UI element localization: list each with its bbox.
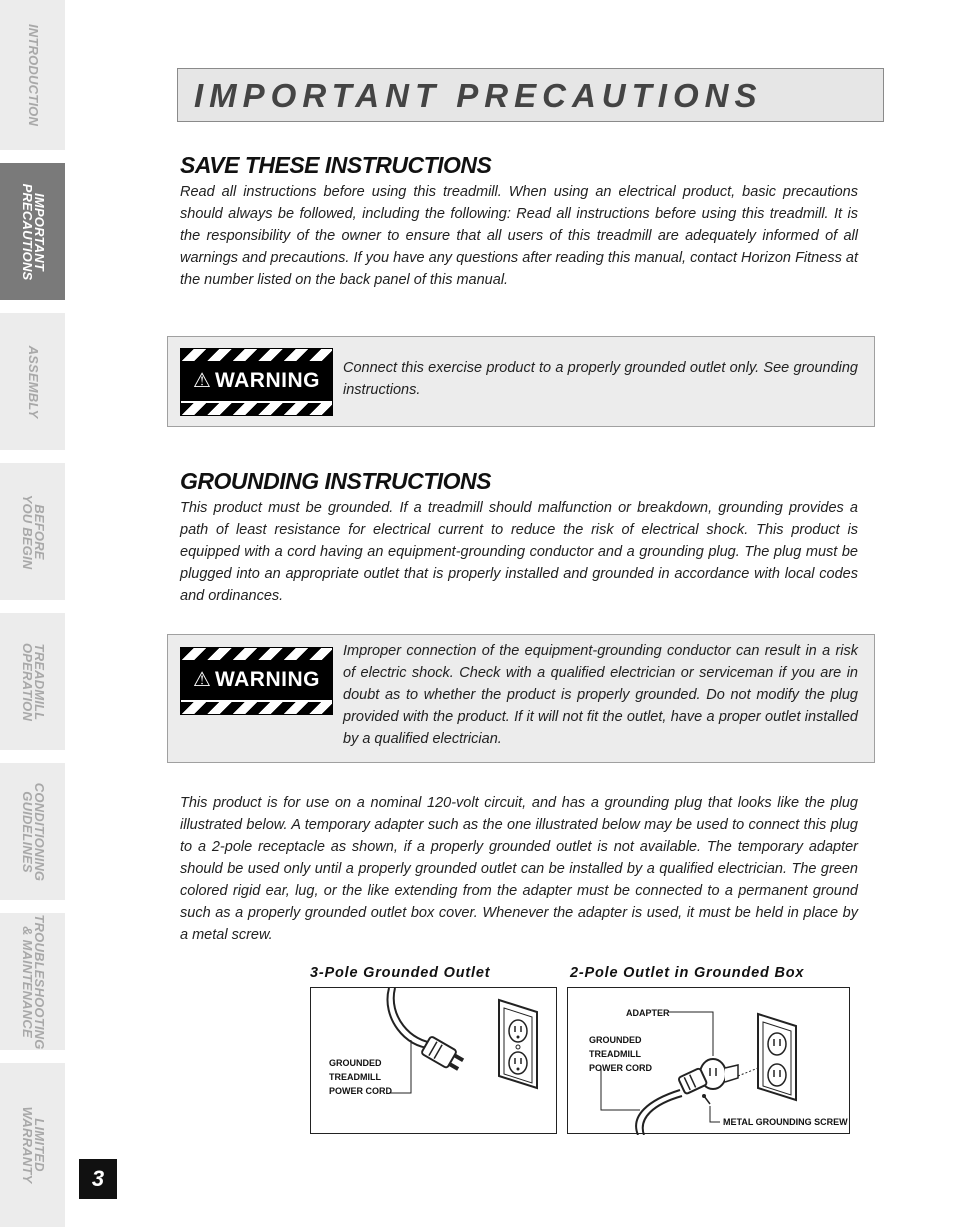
- screw-label: METAL GROUNDING SCREW: [723, 1117, 848, 1127]
- warning-text: Improper connection of the equipment-grounding conductor can result in a risk of electric shock. Check with a qualified electrician or serviceman if you are in doubt as to whether the product is properly grounded. Do not modify the plug provided with the product. If it will not fit the outlet, have a proper outlet installed by a qualified electrician.: [343, 643, 858, 747]
- save-instructions-body: Read all instructions before using this treadmill. When using an electrical product, basic precautions should always be followed, including the following: Read all instructions before using this treadmill. It is the responsibility of the owner to ensure that all users of this treadmill are adequately informed of all warnings and precautions. If you have any questions after reading this manual, contact Horizon Fitness at the number listed on the back panel of this manual.: [180, 184, 858, 288]
- sidebar-tab-before-you-begin[interactable]: [0, 463, 65, 600]
- sidebar-tab-label: BEFORE YOU BEGIN: [19, 494, 47, 569]
- sidebar-tab-label: TREADMILL OPERATION: [19, 642, 47, 721]
- figure-caption-2-pole: 2-Pole Outlet in Grounded Box: [570, 965, 805, 981]
- warning-triangle-icon: ⚠: [193, 669, 211, 691]
- sidebar-tab-introduction[interactable]: [0, 0, 65, 150]
- circuit-body: This product is for use on a nominal 120-volt circuit, and has a grounding plug that looks like the plug illustrated below. A temporary adapter such as the one illustrated below may be used to connect this plug to a 2-pole receptacle as shown, if a properly grounded outlet is not available. The temporary adapter should be used only until a properly grounded outlet can be installed by a qualified electrician. The green colored rigid ear, lug, or the like extending from the adapter must be connected to a permanent ground such as a properly grounded outlet box cover. Whenever the adapter is used, it must be held in place by a metal screw.: [180, 795, 858, 943]
- page-title: IMPORTANT PRECAUTIONS: [194, 77, 763, 114]
- figure-caption-3-pole: 3-Pole Grounded Outlet: [310, 965, 491, 981]
- save-instructions-heading: SAVE THESE INSTRUCTIONS: [180, 152, 492, 178]
- sidebar-tab-troubleshooting[interactable]: [0, 913, 65, 1050]
- warning-sign: [180, 348, 333, 416]
- cord-label-line: GROUNDED: [589, 1035, 642, 1045]
- sidebar-tab-assembly[interactable]: [0, 313, 65, 450]
- warning-sign-label: WARNING: [214, 668, 320, 691]
- warning-box-grounded-outlet: [167, 336, 875, 427]
- sidebar-tab-label: INTRODUCTION: [25, 23, 41, 127]
- grounding-instructions-heading: GROUNDING INSTRUCTIONS: [180, 468, 491, 494]
- page-title-box: [177, 68, 884, 122]
- warning-sign: [180, 647, 333, 715]
- cord-label-line: POWER CORD: [329, 1086, 392, 1096]
- cord-label-line: POWER CORD: [589, 1063, 652, 1073]
- three-pole-outlet-illustration: [311, 988, 558, 1135]
- sidebar-tab-label: LIMITED WARRANTY: [19, 1106, 47, 1184]
- sidebar-tab-conditioning-guidelines[interactable]: [0, 763, 65, 900]
- sidebar-tab-treadmill-operation[interactable]: [0, 613, 65, 750]
- figure-3-pole-outlet: [310, 987, 557, 1134]
- sidebar-tab-label: ASSEMBLY: [25, 345, 41, 418]
- cord-label-line: TREADMILL: [329, 1072, 381, 1082]
- sidebar-tab-important-precautions[interactable]: [0, 163, 65, 300]
- page-number: 3: [79, 1159, 117, 1199]
- grounding-instructions-body: This product must be grounded. If a treadmill should malfunction or breakdown, grounding provides a path of least resistance for electrical current to reduce the risk of electrical shock. This product is equipped with a cord having an equipment-grounding conductor and a grounding plug. The plug must be plugged into an appropriate outlet that is properly installed and grounded in accordance with local codes and ordinances.: [180, 500, 858, 604]
- cord-label-line: GROUNDED: [329, 1058, 382, 1068]
- adapter-label: ADAPTER: [626, 1008, 670, 1018]
- warning-sign-label: WARNING: [214, 369, 320, 392]
- sidebar-tab-label: CONDITIONING GUIDELINES: [19, 782, 47, 881]
- sidebar-tab-label: IMPORTANT PRECAUTIONS: [19, 183, 47, 280]
- two-pole-outlet-illustration: [568, 988, 851, 1135]
- warning-text: Connect this exercise product to a properly grounded outlet only. See grounding instructions.: [343, 360, 858, 398]
- sidebar-tab-label: TROUBLESHOOTING & MAINTENANCE: [19, 913, 47, 1050]
- warning-box-improper-connection: [167, 634, 875, 763]
- cord-label-line: TREADMILL: [589, 1049, 641, 1059]
- figure-2-pole-outlet: [567, 987, 850, 1134]
- warning-triangle-icon: ⚠: [193, 370, 211, 392]
- sidebar-tab-limited-warranty[interactable]: [0, 1063, 65, 1227]
